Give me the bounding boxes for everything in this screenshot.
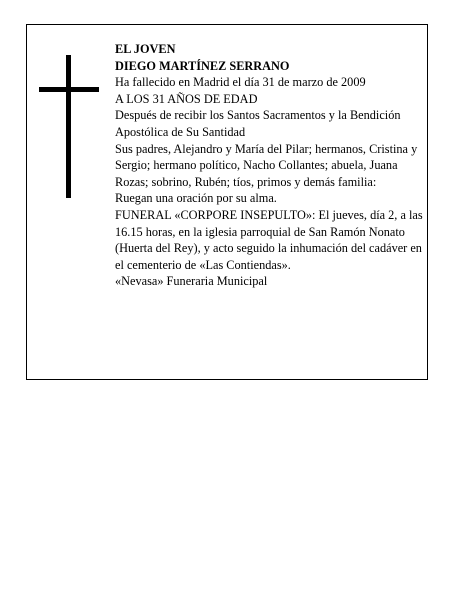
funeral-home-line: «Nevasa» Funeraria Municipal <box>115 274 268 289</box>
latin-cross-icon <box>39 55 99 198</box>
funeral-paragraph: FUNERAL «CORPORE INSEPULTO»: El jueves, día 2, a las 16.15 horas, en la iglesia parroquial de San Ramón Nonato (Huerta del Rey), y acto seguido la inhumación del cadáver en el cementerio de «Las Contiendas». <box>115 207 423 272</box>
obituary-notice <box>26 24 428 380</box>
sacraments-line: Después de recibir los Santos Sacramentos y la Bendición Apostólica de Su Santidad <box>115 108 401 139</box>
cross-vertical-bar <box>66 55 71 198</box>
deceased-name: DIEGO MARTÍNEZ SERRANO <box>115 58 290 73</box>
prayer-line: Ruegan una oración por su alma. <box>115 191 277 206</box>
obituary-title: EL JOVEN <box>115 42 176 56</box>
death-line: Ha fallecido en Madrid el día 31 de marzo de 2009 <box>115 75 366 90</box>
obituary-text <box>115 41 423 290</box>
family-paragraph: Sus padres, Alejandro y María del Pilar; hermanos, Cristina y Sergio; hermano político, Nacho Collantes; abuela, Juana Rozas; sobrino, Rubén; tíos, primos y demás familia: <box>115 141 418 189</box>
cross-horizontal-bar <box>39 87 99 92</box>
age-line: A LOS 31 AÑOS DE EDAD <box>115 91 258 106</box>
